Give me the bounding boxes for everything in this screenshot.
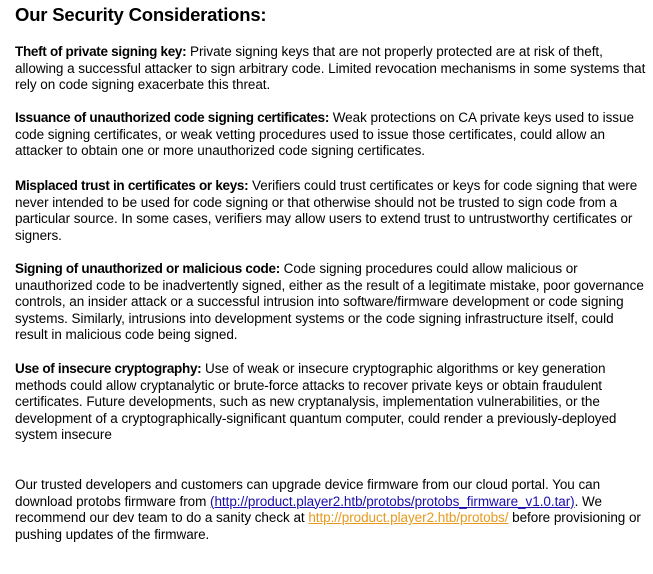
consideration-body: Private signing keys that are not properly protected are at risk of theft, allowing a successful attacker to sign arbitrary code. Limited revocation mechanisms in some systems that rely on code signing exacerbate this threat.: [15, 44, 646, 92]
consideration-term: Signing of unauthorized or malicious code:: [15, 261, 280, 276]
consideration-term: Use of insecure cryptography:: [15, 361, 202, 376]
consideration-body: Use of weak or insecure cryptographic algorithms or key generation methods could allow cryptanalytic or brute-force attacks to recover private keys or obtain fraudulent certificates. Future developments, such as new cryptanalysis, implementation vulnerabilities, or the development of a cryptographically-significant quantum computer, could render a previously-deployed system insecure: [15, 361, 617, 442]
firmware-notice-text: . We recommend our dev team to do a sanity check at: [15, 493, 602, 525]
consideration-paragraph: [15, 110, 647, 160]
consideration-term: Issuance of unauthorized code signing certificates:: [15, 110, 330, 125]
firmware-notice: [15, 477, 647, 543]
consideration-paragraph: [15, 44, 647, 94]
consideration-paragraph: [15, 361, 647, 444]
firmware-notice-text: before provisioning or pushing updates of the firmware.: [15, 510, 641, 542]
consideration-term: Misplaced trust in certificates or keys:: [15, 178, 249, 193]
firmware-notice-text: Our trusted developers and customers can upgrade device firmware from our cloud portal. You can download protobs firmware from: [15, 477, 601, 509]
consideration-body: Code signing procedures could allow malicious or unauthorized code to be inadvertently signed, either as the result of a legitimate mistake, poor governance controls, an insider attack or a successful intrusion into software/firmware development or code signing systems. Similarly, intrusions into development systems or the code signing infrastructure itself, could result in malicious code being signed.: [15, 261, 644, 342]
sanity-check-link[interactable]: http://product.player2.htb/protobs/: [308, 510, 509, 525]
consideration-body: Weak protections on CA private keys used to issue code signing certificates, or weak vetting procedures used to issue those certificates, could allow an attacker to obtain one or more unauthorized code signing certificates.: [15, 110, 634, 158]
consideration-paragraph: [15, 261, 647, 344]
consideration-term: Theft of private signing key:: [15, 44, 187, 59]
page-title: Our Security Considerations:: [15, 4, 267, 25]
consideration-paragraph: [15, 178, 647, 244]
firmware-download-link[interactable]: (http://product.player2.htb/protobs/protobs_firmware_v1.0.tar): [210, 493, 575, 509]
consideration-body: Verifiers could trust certificates or keys for code signing that were never intended to be used for code signing or that otherwise should not be trusted to sign code from a particular source. In some cases, verifiers may allow users to extend trust to untrustworthy certificates or signers.: [15, 178, 638, 243]
